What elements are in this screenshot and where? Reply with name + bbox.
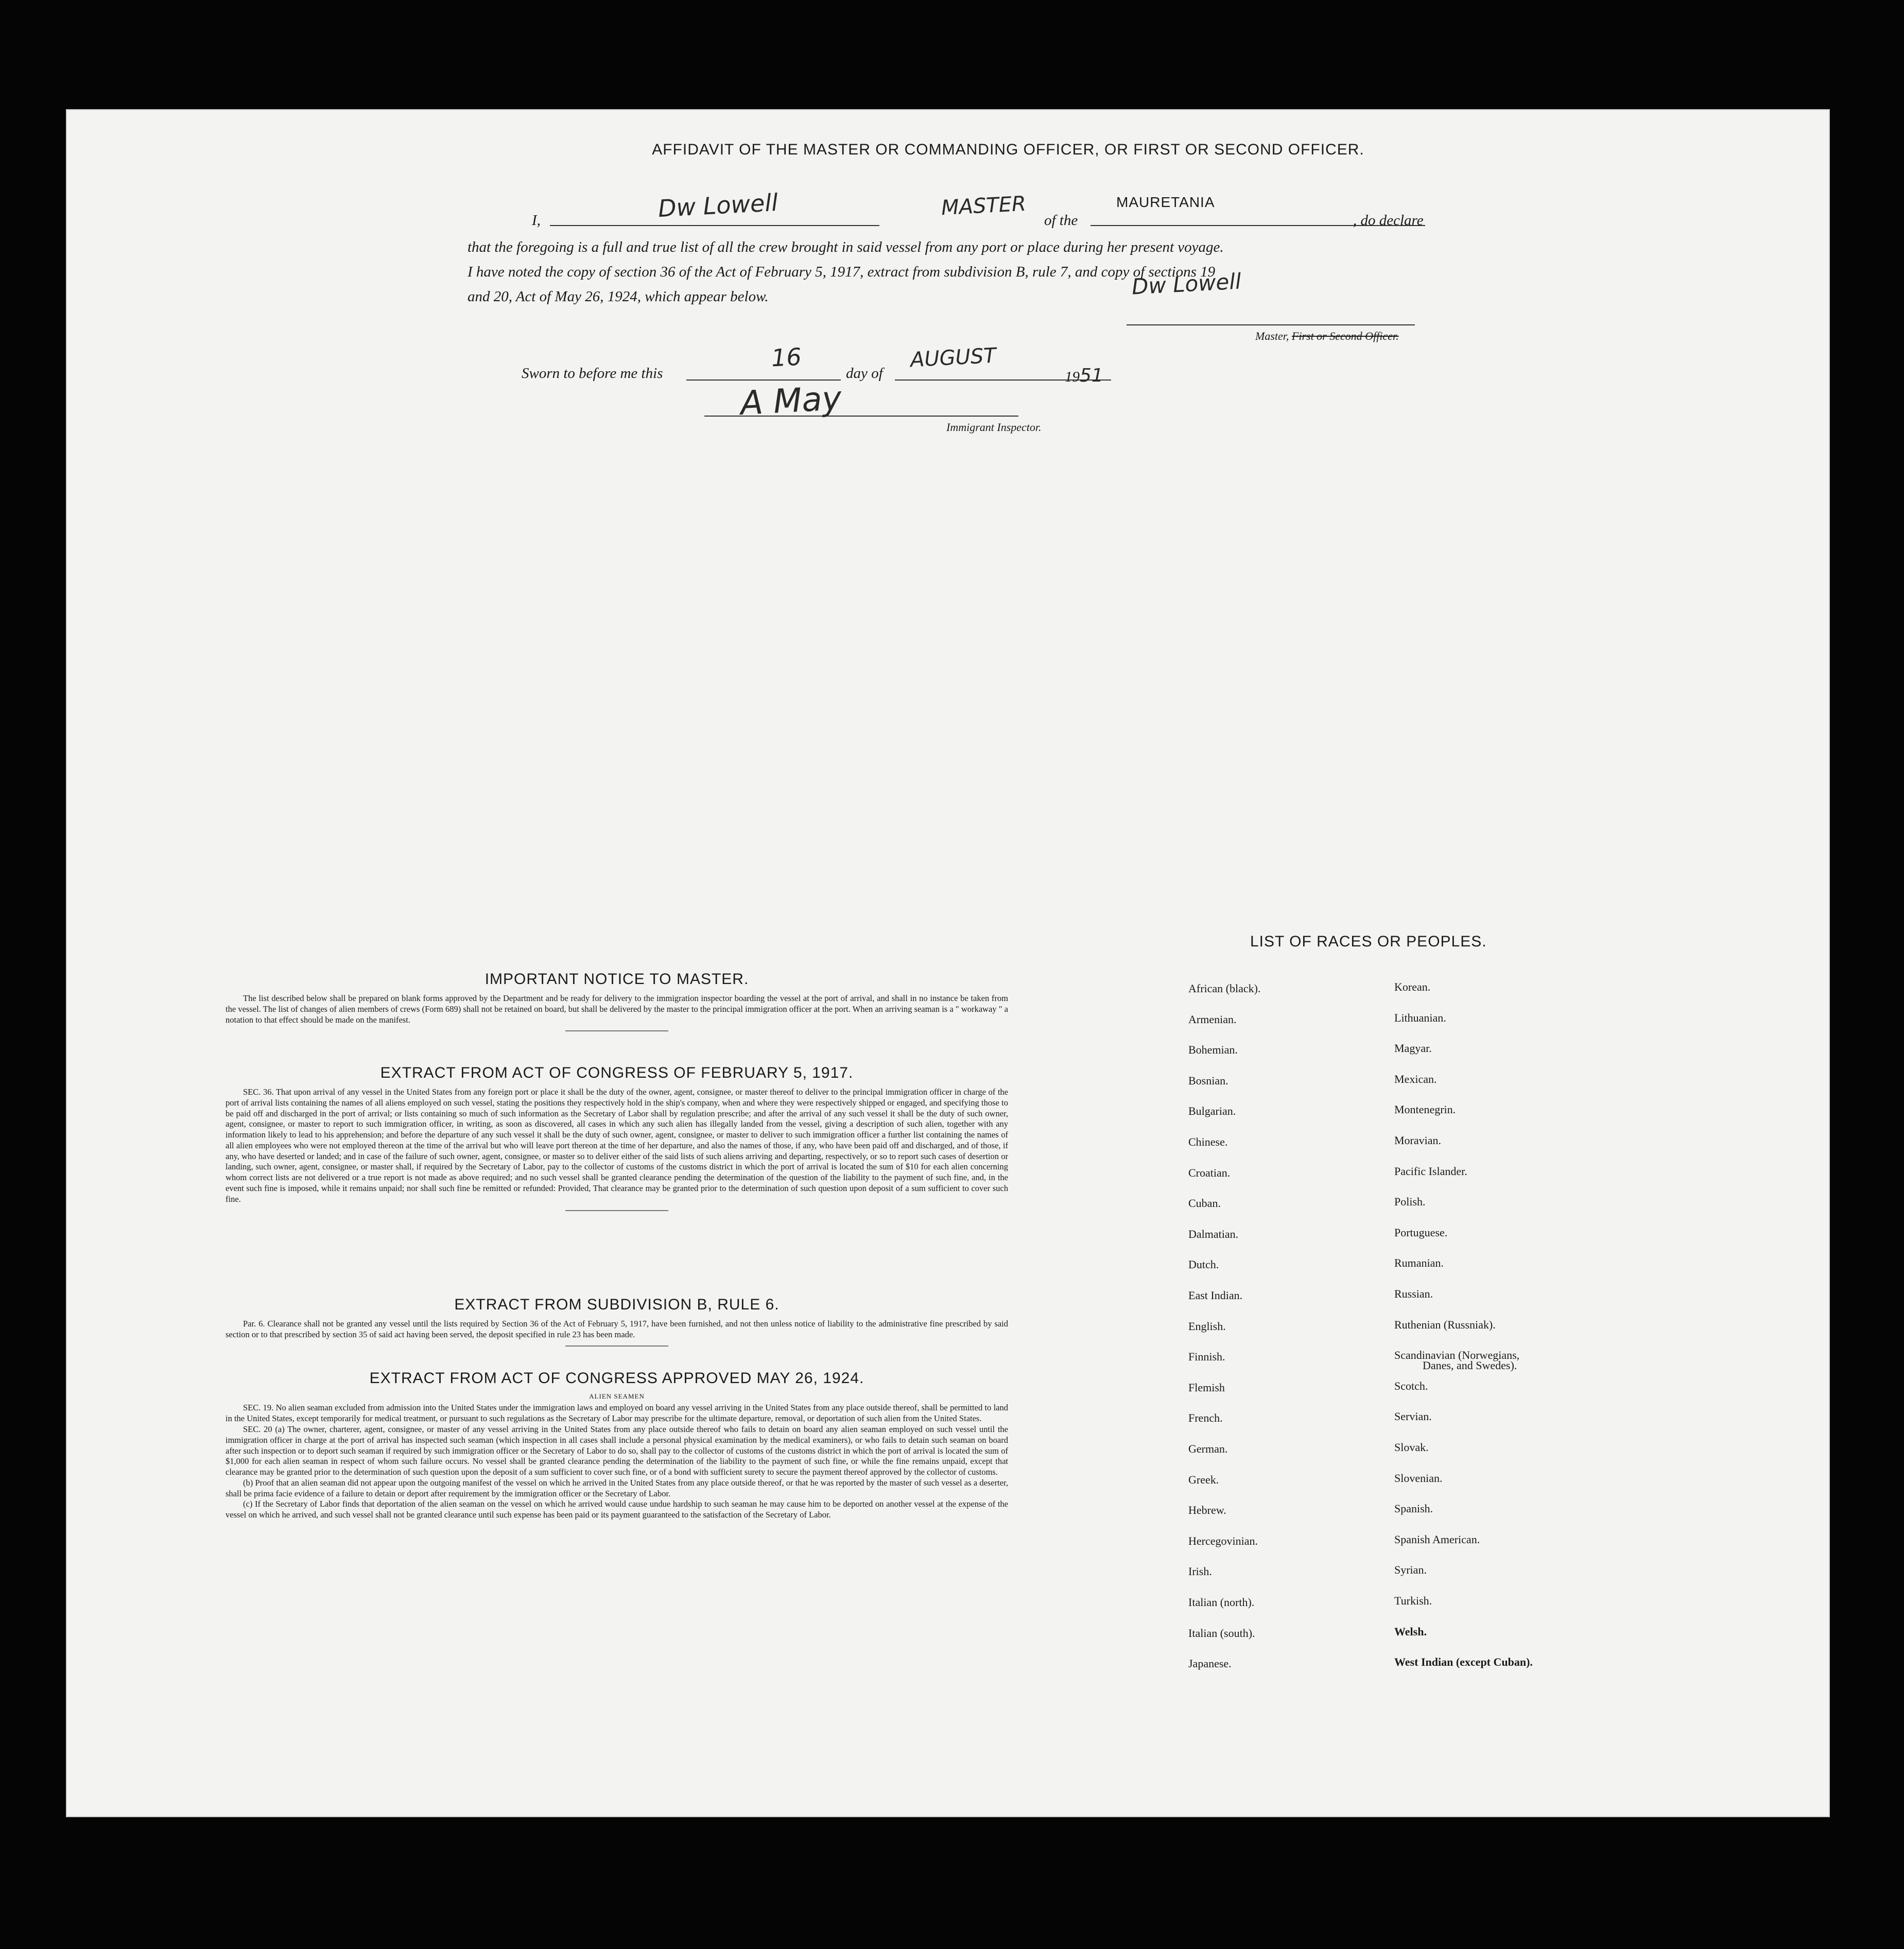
race-item: Slovenian. [1394, 1471, 1443, 1485]
extract-rule6-body: Par. 6. Clearance shall not be granted any vessel until the lists required by Section 36 of the Act of February 5, 1917, have been furnished, and not then unless notice of liability to the administrative fine prescribed by said section or to that prescribed by section 35 of said act having been served, the deposit specified in rule 23 has been made. [226, 1319, 1008, 1339]
extract-1917-body: SEC. 36. That upon arrival of any vessel in the United States from any foreign port or place it shall be the duty of the owner, agent, consignee, or master thereof to deliver to the principal immigration officer in charge of the port of arrival lists containing the names of all aliens employed on such vessel, stating the positions they respectively hold in the ship's company, when and where they were respectively shipped or engaged, and specifying those to be paid off and discharged in the port of arrival; or lists containing so much of such information as the Secretary of Labor shall by regulation prescribe; and after the arrival of any such vessel it shall be the duty of such owner, agent, consignee, or master to report to such immigration officer, in writing, as soon as discovered, all cases in which any such alien has illegally landed from the vessel, giving a description of such alien, together with any information likely to lead to his apprehension; and before the departure of any such vessel it shall be the duty of such owner, agent, consignee, or master to deliver to such immigration officer a further list containing the names of all alien employees who were not employed thereon at the time of the arrival but who will leave port thereon at the time of her departure, and also the names of those, if any, who have been paid off and discharged, and of those, if any, who have deserted or landed; and in case of the failure of such owner, agent, consignee, or master so to deliver either of the said lists of such aliens arriving and departing, respectively, or so to report such cases of desertion or landing, such owner, agent, consignee, or master shall, if required by the Secretary of Labor, pay to the collector of customs of the customs district in which the port of arrival is located the sum of $10 for each alien concerning whom correct lists are not delivered or a true report is not made as above required; and no such vessel shall be granted clearance pending the determination of the question of the liability to the payment of such fine, and, in the event such fine is imposed, while it remains unpaid; nor shall such fine be remitted or refunded: Provided, That clearance may be granted prior to the determination of such question upon deposit of a sum sufficient to cover such fine. [226, 1087, 1008, 1204]
race-item: Montenegrin. [1394, 1103, 1456, 1116]
race-item: Syrian. [1394, 1563, 1427, 1577]
document-page [66, 109, 1830, 1817]
sworn-year-suffix: 51 [1080, 365, 1103, 386]
race-item: Korean. [1394, 980, 1431, 993]
race-item: Turkish. [1394, 1594, 1432, 1607]
extract-1924-subtitle: ALIEN SEAMEN [589, 1392, 645, 1400]
inspector-signature-line [704, 416, 1018, 417]
master-caption-prefix: Master, [1255, 330, 1289, 342]
race-item: Pacific Islander. [1394, 1164, 1467, 1178]
ship-name: MAURETANIA [1116, 194, 1215, 210]
race-item: Greek. [1188, 1473, 1219, 1486]
race-item: Croatian. [1188, 1166, 1231, 1179]
race-item: Magyar. [1394, 1042, 1432, 1055]
race-item: Scandinavian (Norwegians, [1394, 1349, 1520, 1362]
extract-1924-sec20b: (b) Proof that an alien seaman did not appear upon the outgoing manifest of the vessel on which he arrived in the United States from any place outside thereof, or that he was reported by the master of such vessel as a deserter, shall be prima facie evidence of a failure to detain or deport after requirement by the immigration officer or the Secretary of Labor. [226, 1477, 1008, 1498]
race-item: Moravian. [1394, 1134, 1442, 1147]
race-item: Cuban. [1188, 1197, 1221, 1210]
extract-1924 [226, 1370, 1008, 1521]
notice-body: The list described below shall be prepared on blank forms approved by the Department and be ready for delivery to the immigration inspector boarding the vessel at the port of arrival, and shall in no instance be taken from the vessel. The list of changes of alien members of crews (Form 689) shall not be retained on board, but shall be delivered by the master to the principal immigration officer at the port. When an arriving seaman is a " workaway " a notation to that effect should be made on the manifest. [226, 993, 1008, 1025]
notice-to-master [226, 971, 1008, 1045]
race-item-scandinavian-continuation: Danes, and Swedes). [1423, 1359, 1517, 1372]
extract-1924-title: EXTRACT FROM ACT OF CONGRESS APPROVED MAY 26, 1924. [369, 1370, 864, 1387]
affidavit-line4: and 20, Act of May 26, 1924, which appear below. [468, 288, 769, 305]
race-item: Italian (south). [1188, 1626, 1255, 1640]
race-item: Ruthenian (Russniak). [1394, 1318, 1496, 1331]
sworn-year-prefix: 19 [1065, 369, 1080, 385]
race-item: Servian. [1394, 1410, 1432, 1423]
race-item: Bosnian. [1188, 1074, 1228, 1087]
divider [565, 1030, 668, 1031]
race-item: Flemish [1188, 1381, 1225, 1394]
extract-1917-title: EXTRACT FROM ACT OF CONGRESS OF FEBRUARY 5, 1917. [380, 1064, 854, 1081]
race-item: African (black). [1188, 982, 1261, 995]
race-item: Russian. [1394, 1287, 1433, 1300]
races-title: LIST OF RACES OR PEOPLES. [1250, 933, 1487, 950]
divider [565, 1346, 668, 1347]
affidavit-line3: I have noted the copy of section 36 of the Act of February 5, 1917, extract from subdivision B, rule 7, and copy of sections 19 [468, 264, 1216, 280]
master-caption-struck: First or Second Officer. [1291, 330, 1399, 342]
master-name-signature: Dw Lowell [657, 188, 779, 223]
sworn-day-of: day of [846, 365, 883, 382]
race-item: West Indian (except Cuban). [1394, 1655, 1533, 1669]
inspector-signature: A May [739, 379, 843, 423]
extract-1924-sec20c: (c) If the Secretary of Labor finds that deportation of the alien seaman on the vessel on which he arrived would cause undue hardship to such seaman he may cause him to be deported on another vessel at the expense of the vessel on which he arrived, and such vessel shall not be granted clearance until such expense has been paid or its payment guaranteed to the satisfaction of the Secretary of Labor. [226, 1499, 1008, 1520]
race-item: Spanish. [1394, 1502, 1433, 1515]
sworn-year [1065, 365, 1103, 386]
extract-1917 [226, 1064, 1008, 1224]
master-rank: MASTER [940, 192, 1027, 220]
race-item: Polish. [1394, 1195, 1426, 1209]
sworn-prefix: Sworn to before me this [522, 365, 663, 382]
race-item: Spanish American. [1394, 1532, 1480, 1546]
race-item: Portuguese. [1394, 1226, 1448, 1239]
extract-rule6-title: EXTRACT FROM SUBDIVISION B, RULE 6. [454, 1296, 780, 1313]
affidavit-line2: that the foregoing is a full and true list of all the crew brought in said vessel from any port or place during her present voyage. [468, 239, 1224, 255]
notice-title: IMPORTANT NOTICE TO MASTER. [484, 971, 749, 988]
master-signature-line [1127, 324, 1415, 325]
race-item: Bulgarian. [1188, 1105, 1236, 1118]
race-item: Dutch. [1188, 1258, 1219, 1271]
affidavit-line1-prefix: I, [532, 212, 541, 229]
race-item: East Indian. [1188, 1289, 1243, 1302]
sworn-month: AUGUST [909, 343, 997, 372]
race-item: Hercegovinian. [1188, 1534, 1258, 1547]
race-item: English. [1188, 1319, 1226, 1333]
name-blank [550, 225, 879, 226]
race-item: Lithuanian. [1394, 1011, 1446, 1024]
sworn-day: 16 [770, 342, 802, 372]
race-item: Slovak. [1394, 1441, 1429, 1454]
race-item: Dalmatian. [1188, 1227, 1239, 1240]
affidavit-declare: , do declare [1353, 212, 1424, 229]
divider [565, 1210, 668, 1211]
extract-rule6 [226, 1296, 1008, 1360]
race-item: Scotch. [1394, 1379, 1428, 1392]
inspector-caption: Immigrant Inspector. [946, 421, 1042, 434]
extract-1924-sec19: SEC. 19. No alien seaman excluded from admission into the United States under the immigration laws and employed on board any vessel arriving in the United States from any place outside thereof, shall be permitted to land in the United States, except temporarily for medical treatment, or pursuant to such regulations as the Secretary of Labor may prescribe for the ultimate departure, removal, or deportation of such alien from the United States. [226, 1403, 1008, 1424]
race-item: Irish. [1188, 1565, 1212, 1578]
race-item: Italian (north). [1188, 1596, 1255, 1609]
race-item: French. [1188, 1411, 1223, 1425]
master-caption [1255, 330, 1399, 343]
race-item: Rumanian. [1394, 1256, 1444, 1270]
affidavit-title: AFFIDAVIT OF THE MASTER OR COMMANDING OFFICER, OR FIRST OR SECOND OFFICER. [652, 141, 1364, 158]
affidavit-of-the: of the [1044, 212, 1078, 229]
master-signature: Dw Lowell [1131, 268, 1242, 300]
race-item: Finnish. [1188, 1350, 1225, 1364]
race-item: German. [1188, 1442, 1228, 1455]
race-item: Mexican. [1394, 1072, 1437, 1085]
race-item: Japanese. [1188, 1657, 1232, 1670]
race-item: Hebrew. [1188, 1504, 1226, 1517]
race-item: Welsh. [1394, 1625, 1427, 1638]
race-item: Chinese. [1188, 1135, 1228, 1148]
race-item: Bohemian. [1188, 1043, 1238, 1057]
race-item: Armenian. [1188, 1012, 1237, 1026]
extract-1924-sec20a: SEC. 20 (a) The owner, charterer, agent, consignee, or master of any vessel arriving in the United States from any place outside thereof who fails to detain on board any alien seaman employed on such vessel until the immigration officer in charge at the port of arrival has inspected such seaman (which inspection in all cases shall include a personal physical examination by the medical examiners), or who fails to detain such seaman on board after such inspection or to deport such seaman if required by such immigration officer or the Secretary of Labor to do so, shall pay to the collector of customs of the customs district in which the port of arrival is located the sum of $1,000 for each alien seaman in respect of whom such failure occurs. No vessel shall be granted clearance pending the determination of the liability to the payment of such fine, or while the fine remains unpaid, except that clearance may be granted prior to the determination of such question upon the deposit of a sum sufficient to cover such fine, or of a bond with sufficient surety to secure the payment thereof approved by the collector of customs. [226, 1424, 1008, 1477]
